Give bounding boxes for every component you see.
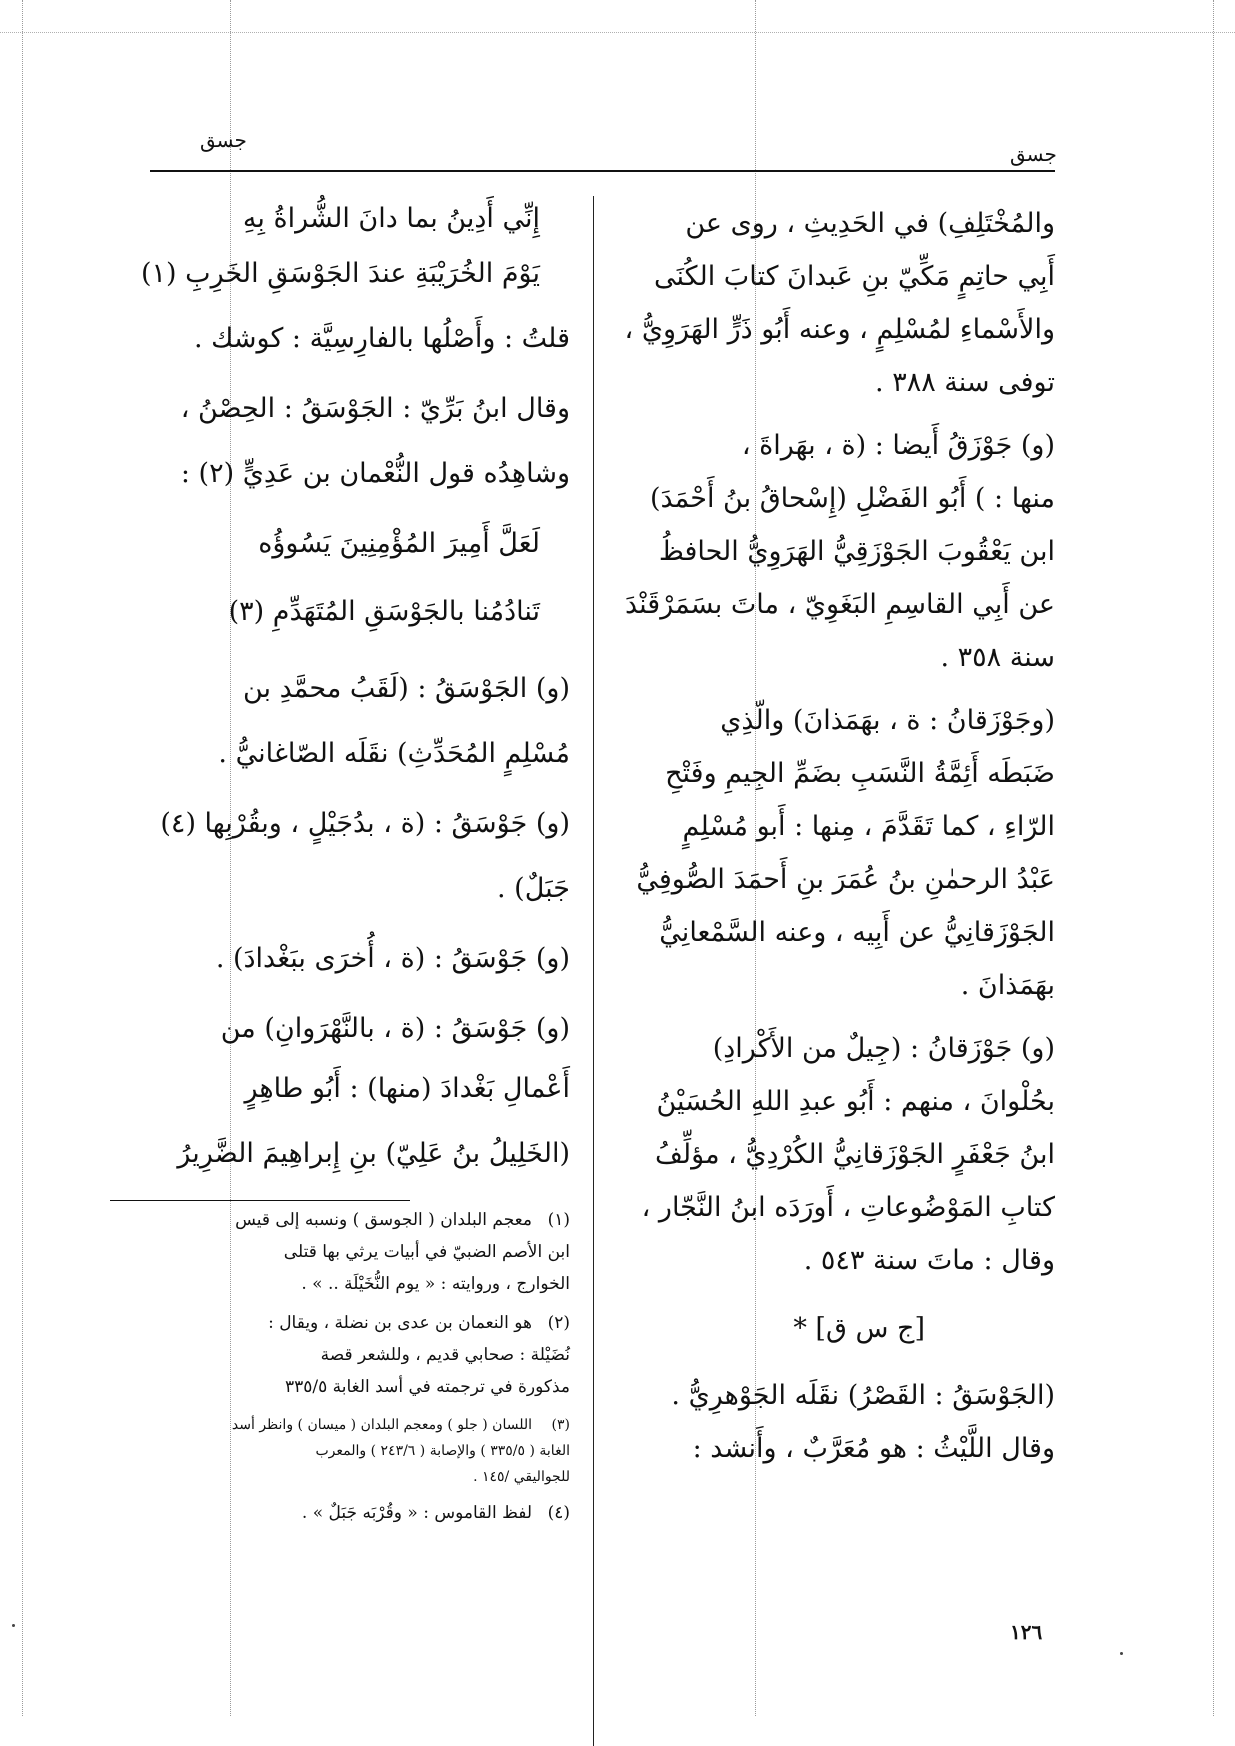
verse-line: يَوْمَ الخُرَيْبَةِ عندَ الجَوْسَقِ الخَرِبِ (١) (140, 258, 540, 289)
left-column (110, 205, 570, 1195)
footnote-line: ابن الأصم الضبيّ في أبيات يرثي بها قتلى (283, 1242, 570, 1262)
text-line: سنة ٣٥٨ . (940, 642, 1055, 673)
footnote-line: (٢)هو النعمان بن عدى بن نضلة ، ويقال : (268, 1313, 570, 1333)
scan-speck (12, 1624, 15, 1627)
text-line: وقال اللَّيْثُ : هو مُعَرَّبٌ ، وأَنشد : (692, 1433, 1055, 1464)
text-line: (و) جَوْزَقانُ : (جِيلٌ من الأَكْرادِ) (712, 1033, 1055, 1064)
text-line: (و) جَوْسَقُ : (ة ، أُخرَى ببَغْدادَ) . (215, 943, 570, 974)
text-line: الرّاءِ ، كما تَقَدَّمَ ، مِنها : أَبو مُسْلِمٍ (682, 811, 1055, 842)
section-heading: [ج س ق] * (793, 1313, 925, 1344)
text-line: وشاهِدُه قول النُّعْمان بن عَدِيٍّ (٢) : (180, 458, 570, 489)
right-column (625, 210, 1055, 1610)
footnote-number: (١) (547, 1210, 570, 1230)
footnote-line: للجواليقي /١٤٥ . (473, 1469, 570, 1485)
scan-speck (1120, 1652, 1123, 1655)
footnote-line: (٣)اللسان ( جلو ) ومعجم البلدان ( ميسان ) وانظر أسد (231, 1417, 570, 1433)
text-line: بهَمَذانَ . (960, 970, 1055, 1001)
header-rule (150, 170, 1055, 172)
scan-dotted-line (1213, 0, 1214, 1716)
text-line: عن أَبِي القاسِمِ البَغَوِيّ ، ماتَ بسَمَرْقَنْدَ (624, 589, 1055, 620)
text-line: وقال ابنُ بَرِّيّ : الجَوْسَقُ : الحِصْنُ ، (180, 393, 570, 424)
text-line: منها : ) أَبُو الفَضْلِ (إِسْحاقُ بنُ أَحْمَدَ) (649, 483, 1055, 514)
footnotes (110, 1212, 570, 1572)
text-line: والأَسْماءِ لمُسْلِمٍ ، وعنه أَبُو ذَرٍّ الهَرَوِيُّ ، (624, 314, 1055, 345)
text-line: والمُخْتَلِفِ) في الحَدِيثِ ، روى عن (685, 208, 1055, 239)
footnote-rule (110, 1200, 410, 1201)
text-line: وقال : ماتَ سنة ٥٤٣ . (803, 1245, 1055, 1276)
text-line: كتابِ المَوْضُوعاتِ ، أَورَدَه ابنُ النَّجّار ، (641, 1192, 1055, 1223)
text-line: (و) جَوْسَقُ : (ة ، بالنَّهْرَوانِ) من (220, 1013, 570, 1044)
footnote-line: الخوارج ، وروايته : « يوم النُّخَيْلَة .. » . (301, 1274, 570, 1294)
column-divider (593, 196, 594, 1746)
text-line: مُسْلِمٍ المُحَدِّثِ) نقَلَه الصّاغانيُّ . (218, 738, 570, 769)
scan-dotted-line (22, 0, 23, 1716)
text-line: توفى سنة ٣٨٨ . (875, 367, 1055, 398)
text-line: جَبَلٌ) . (497, 873, 570, 904)
running-header-left: جسق (200, 128, 247, 152)
text-line: (وجَوْزَقانُ : ة ، بهَمَذانَ) والّذِي (720, 705, 1055, 736)
text-line: (و) جَوْزَقُ أَيضا : (ة ، بهَراةَ ، (741, 430, 1055, 461)
page-number: ١٢٦ (1010, 1620, 1043, 1644)
footnote-number: (٣) (551, 1417, 570, 1433)
text-line: (الخَلِيلُ بنُ عَلِيّ) بنِ إِبراهِيمَ الضَّرِيرُ (177, 1138, 570, 1169)
text-line: أَعْمالِ بَغْدادَ (منها) : أَبُو طاهِرٍ (244, 1073, 570, 1104)
running-header-right: جسق (1010, 142, 1057, 166)
verse-line: تَنادُمُنا بالجَوْسَقِ المُتَهَدِّمِ (٣) (228, 596, 540, 627)
footnote-line: (٤)لفظ القاموس : « وقُرْبَه جَبَلٌ » . (301, 1503, 570, 1523)
verse-line: لَعَلَّ أَمِيرَ المُؤْمِنِينَ يَسُوؤُه (258, 528, 540, 559)
text-line: أَبِي حاتِمٍ مَكِّيّ بنِ عَبدانَ كتابَ الكُنَى (653, 261, 1055, 292)
footnote-line: نُضَيْلة : صحابي قديم ، وللشعر قصة (320, 1345, 570, 1365)
text-line: عَبْدُ الرحمٰنِ بنُ عُمَرَ بنِ أَحمَدَ الصُّوفِيُّ (636, 864, 1055, 895)
footnote-number: (٤) (547, 1503, 570, 1523)
scan-dotted-line (0, 32, 1235, 33)
text-line: (و) جَوْسَقُ : (ة ، بدُجَيْلٍ ، وبقُرْبِها (٤) (160, 808, 570, 839)
text-line: ابن يَعْقُوبَ الجَوْزَقِيُّ الهَرَوِيُّ الحافظُ (658, 536, 1055, 567)
footnote-line: مذكورة في ترجمته في أسد الغابة ٣٣٥/٥ (284, 1377, 570, 1397)
text-line: ابنُ جَعْفَرٍ الجَوْزَقانِيُّ الكُرْدِيُّ ، مؤلِّفُ (654, 1139, 1055, 1170)
footnote-number: (٢) (547, 1313, 570, 1333)
text-line: (الجَوْسَقُ : القَصْرُ) نقَلَه الجَوْهرِيُّ . (671, 1380, 1055, 1411)
text-line: الجَوْزَقانِيُّ عن أَبِيه ، وعنه السَّمْعانِيُّ (659, 917, 1055, 948)
text-line: ضَبَطَه أَئِمَّةُ النَّسَبِ بضَمِّ الجِيمِ وفَتْحِ (665, 758, 1055, 789)
footnote-line: الغابة ( ٣٣٥/٥ ) والإصابة ( ٢٤٣/٦ ) والمعرب (315, 1443, 570, 1459)
text-line: قلتُ : وأَصْلُها بالفارِسِيَّة : كوشك . (193, 323, 570, 354)
footnote-line: (١)معجم البلدان ( الجوسق ) ونسبه إلى قيس (235, 1210, 570, 1230)
verse-line: إِنِّي أَدِينُ بما دانَ الشُّراةُ بِهِ (242, 203, 540, 234)
text-line: بحُلْوانَ ، منهم : أَبُو عبدِ اللهِ الحُسَيْنُ (656, 1086, 1055, 1117)
text-line: (و) الجَوْسَقُ : (لَقَبُ محمَّدِ بن (242, 673, 570, 704)
